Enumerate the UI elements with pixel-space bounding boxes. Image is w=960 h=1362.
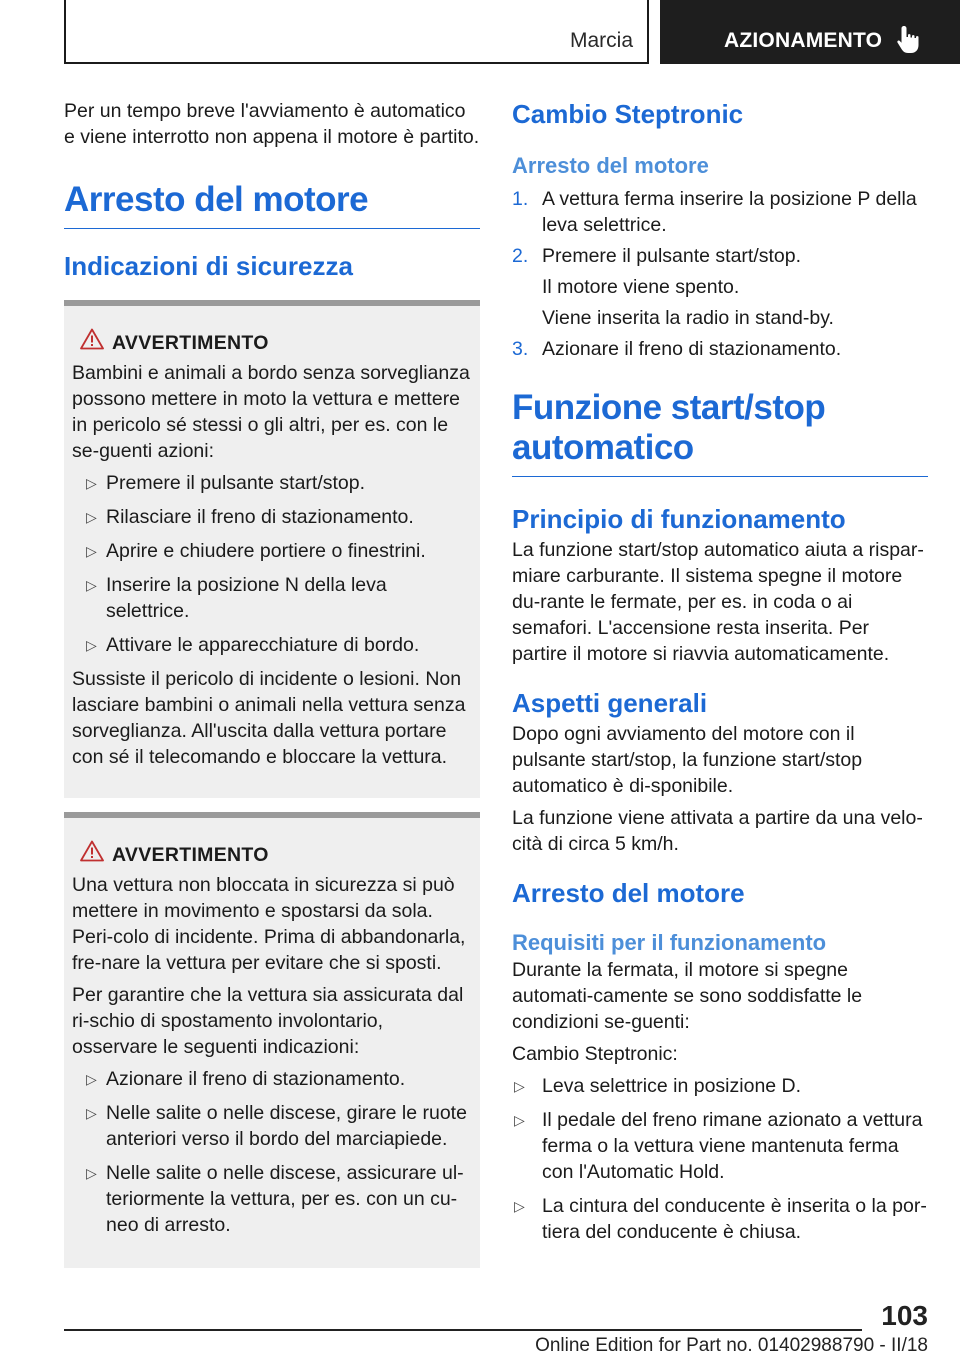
heading-cambio-steptronic: Cambio Steptronic [512,99,744,129]
list-item: ▷ Azionare il freno di stazionamento. [86,1068,406,1090]
warning-box-1 [64,300,480,798]
page-number: 103 [881,1300,928,1331]
warning-header [72,840,472,870]
bullet-triangle-icon: ▷ [86,637,97,653]
list-item: ▷ Inserire la posizione N della leva selettrice. [86,574,387,622]
list-item: ▷ Nelle salite o nelle discese, girare le ruote anteriori verso il bordo del marciapiede. [86,1102,467,1150]
steps-list [512,186,928,362]
bullet-triangle-icon: ▷ [86,475,97,491]
header-chapter-label: AZIONAMENTO [724,29,883,52]
footer-edition: Online Edition for Part no. 01402988790 - II/18 [535,1335,928,1356]
bullet-triangle-icon: ▷ [86,1105,97,1121]
step-detail: Viene inserita la radio in stand-by. [542,307,834,329]
step-detail: Il motore viene spento. [542,276,740,298]
heading-arresto-del-motore-sub: Arresto del motore [512,153,709,178]
list-item: ▷ Aprire e chiudere portiere o finestrini. [86,540,426,562]
right-column [512,98,928,1253]
heading-indicazioni-sicurezza: Indicazioni di sicurezza [64,251,353,281]
warning-text: Sussiste il pericolo di incidente o lesioni. Non lasciare bambini o animali nella vettura senza sorveglianza. All'uscita dalla vettura portare con sé il telecomando e bloccare la vettura. [72,668,466,768]
header-section-box [64,0,649,64]
heading-arresto-motore: Arresto del motore [64,180,480,229]
bullet-triangle-icon: ▷ [86,543,97,559]
header-section-label: Marcia [569,29,633,52]
warning-triangle-icon [80,328,104,350]
warning-bullet-list [72,1066,472,1238]
list-item: ▷ La cintura del conducente è inserita o la por-tiera del conducente è chiusa. [514,1195,927,1243]
step-item: 2. Premere il pulsante start/stop. Il motore viene spento. Viene inserita la radio in stand-by. [512,243,928,331]
heading-aspetti-generali: Aspetti generali [512,688,708,718]
warning-header [72,328,472,358]
header-chapter-box [660,0,960,64]
warning-box-2 [64,812,480,1268]
warning-text: Per garantire che la vettura sia assicurata dal ri-schio di spostamento involontario, osservare le seguenti indicazioni: [72,984,464,1058]
requisiti-bullet-list [512,1073,928,1245]
bullet-triangle-icon: ▷ [86,509,97,525]
intro-paragraph: Per un tempo breve l'avviamento è automatico e viene interrotto non appena il motore è partito. [64,100,480,148]
aspetti-paragraph-1: Dopo ogni avviamento del motore con il pulsante start/stop, la funzione start/stop automatico è di-sponibile. [512,723,863,797]
heading-principio: Principio di funzionamento [512,504,846,534]
warning-text: Bambini e animali a bordo senza sorveglianza possono mettere in moto la vettura e mettere in pericolo sé stessi o gli altri, per es. con le se-guenti azioni: [72,362,470,462]
heading-requisiti: Requisiti per il funzionamento [512,930,827,955]
bullet-triangle-icon: ▷ [514,1078,525,1094]
list-item: ▷ Premere il pulsante start/stop. [86,472,366,494]
footer-divider [64,1329,862,1331]
bullet-triangle-icon: ▷ [86,1071,97,1087]
bullet-triangle-icon: ▷ [86,577,97,593]
list-item: ▷ Attivare le apparecchiature di bordo. [86,634,420,656]
list-item: ▷ Rilasciare il freno di stazionamento. [86,506,414,528]
bullet-triangle-icon: ▷ [86,1165,97,1181]
warning-bullet-list [72,470,472,658]
warning-triangle-icon [80,840,104,862]
hand-icon [894,24,922,54]
principio-paragraph: La funzione start/stop automatico aiuta a rispar-miare carburante. Il sistema spegne il motore du-rante le fermate, per es. in coda o ai semafori. L'accensione resta inserita. Per partire il motore si riavvia automaticamente. [512,539,924,665]
heading-arresto-motore-2: Arresto del motore [512,878,745,908]
list-item: ▷ Il pedale del freno rimane azionato a vettura ferma o la vettura viene mantenuta ferma con l'Automatic Hold. [514,1109,923,1183]
heading-funzione-start-stop: Funzione start/stop automatico [512,388,928,477]
warning-title: AVVERTIMENTO [112,332,269,354]
warning-title: AVVERTIMENTO [112,844,269,866]
left-column [64,98,480,1268]
requisiti-paragraph-2: Cambio Steptronic: [512,1043,678,1065]
aspetti-paragraph-2: La funzione viene attivata a partire da una velo-cità di circa 5 km/h. [512,807,923,855]
bullet-triangle-icon: ▷ [514,1198,525,1214]
list-item: ▷ Nelle salite o nelle discese, assicurare ul-teriormente la vettura, per es. con un cu-neo di arresto. [86,1162,464,1236]
bullet-triangle-icon: ▷ [514,1112,525,1128]
warning-text: Una vettura non bloccata in sicurezza si può mettere in movimento e spostarsi da sola. Peri-colo di incidente. Prima di abbandonarla, fre-nare la vettura per evitare che si sposti. [72,874,466,974]
list-item: ▷ Leva selettrice in posizione D. [514,1075,802,1097]
step-item: 1. A vettura ferma inserire la posizione P della leva selettrice. [512,188,917,236]
step-item: 3. Azionare il freno di stazionamento. [512,338,842,360]
requisiti-paragraph-1: Durante la fermata, il motore si spegne automati-camente se sono soddisfatte le condizioni se-guenti: [512,959,863,1033]
